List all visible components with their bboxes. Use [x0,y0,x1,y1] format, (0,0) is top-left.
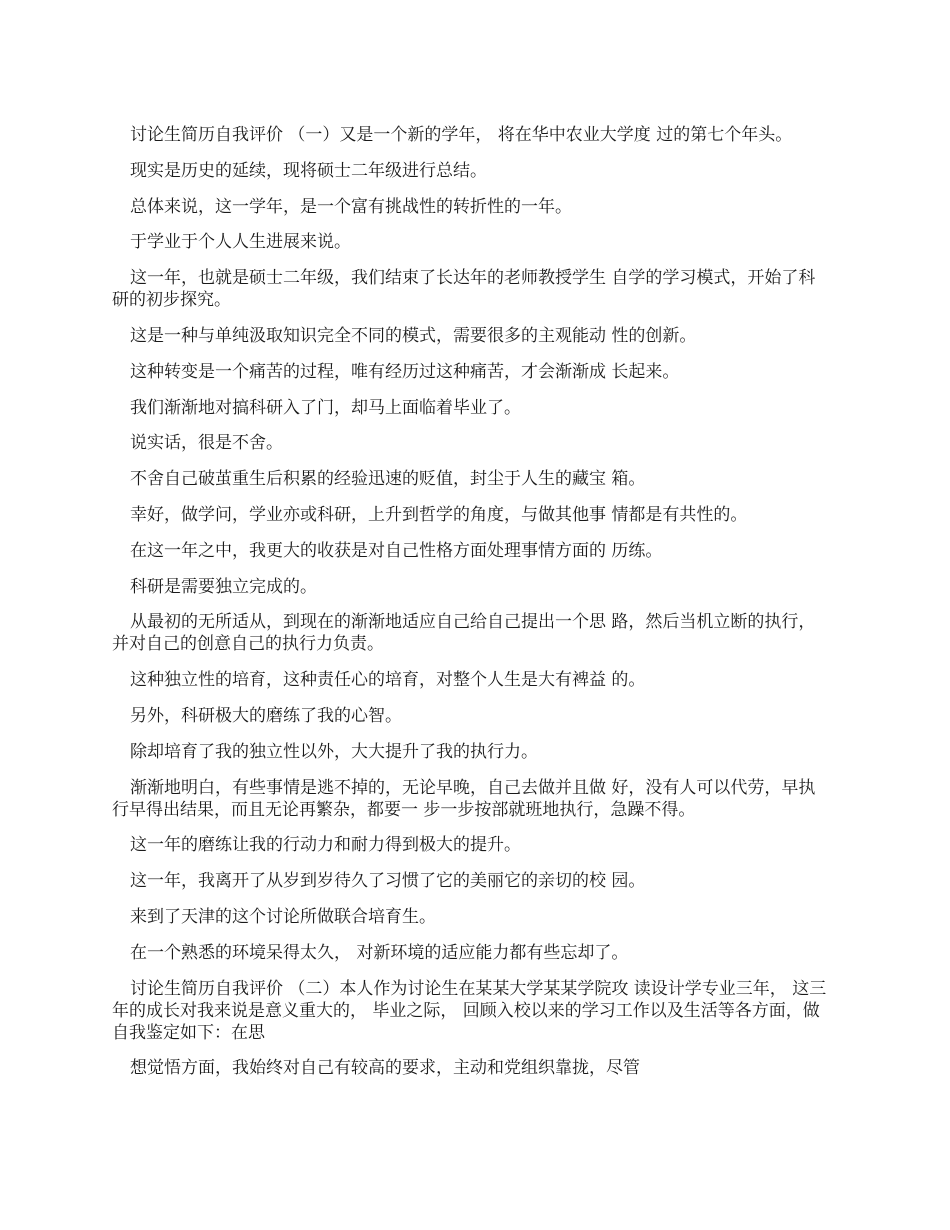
paragraph: 这是一种与单纯汲取知识完全不同的模式，需要很多的主观能动 性的创新。 [130,325,697,346]
paragraph: 讨论生简历自我评价 （一）又是一个新的学年， 将在华中农业大学度 过的第七个年头。 [130,125,793,145]
paragraph: 科研是需要独立完成的。 [130,576,317,597]
paragraph: 讨论生简历自我评价 （二）本人作为讨论生在某某大学某某学院攻 读设计学专业三年， 这三年的成长对我来说是意义重大的， 毕业之际， 回顾入校以来的学习工作以及生活等各方面，做自我鉴定如下：在思 [112,978,827,1043]
paragraph: 现实是历史的延续，现将硕士二年级进行总结。 [130,160,487,181]
paragraph: 说实话，很是不舍。 [130,433,283,454]
paragraph: 幸好，做学问，学业亦或科研，上升到哲学的角度，与做其他事 情都是有共性的。 [130,504,748,525]
paragraph: 我们渐渐地对搞科研入了门，却马上面临着毕业了。 [130,397,521,418]
paragraph: 这一年，也就是硕士二年级，我们结束了长达年的老师教授学生 自学的学习模式，开始了科研的初步探究。 [112,268,816,311]
paragraph: 在一个熟悉的环境呆得太久， 对新环境的适应能力都有些忘却了。 [130,942,629,963]
paragraph: 从最初的无所适从，到现在的渐渐地适应自己给自己提出一个思 路，然后当机立断的执行，并对自己的创意自己的执行力负责。 [112,612,816,655]
paragraph: 想觉悟方面，我始终对自己有较高的要求，主动和党组织靠拢，尽管 [130,1058,640,1079]
document-body [112,124,828,1093]
paragraph: 除却培育了我的独立性以外，大大提升了我的执行力。 [130,741,538,762]
paragraph: 渐渐地明白，有些事情是逃不掉的，无论早晚，自己去做并且做 好，没有人可以代劳，早执行早得出结果，而且无论再繁杂，都要一 步一步按部就班地执行，急躁不得。 [112,777,816,820]
paragraph: 总体来说，这一学年，是一个富有挑战性的转折性的一年。 [130,196,572,217]
paragraph: 这一年的磨练让我的行动力和耐力得到极大的提升。 [130,835,521,856]
paragraph: 这种转变是一个痛苦的过程，唯有经历过这种痛苦，才会渐渐成 长起来。 [130,361,680,382]
paragraph: 来到了天津的这个讨论所做联合培育生。 [130,906,436,927]
paragraph: 另外，科研极大的磨练了我的心智。 [130,705,402,726]
paragraph: 在这一年之中，我更大的收获是对自己性格方面处理事情方面的 历练。 [130,540,663,561]
paragraph: 不舍自己破茧重生后积累的经验迅速的贬值，封尘于人生的藏宝 箱。 [130,469,646,490]
paragraph: 于学业于个人人生进展来说。 [130,232,351,253]
paragraph: 这种独立性的培育，这种责任心的培育，对整个人生是大有裨益 的。 [130,670,646,691]
paragraph: 这一年，我离开了从岁到岁待久了习惯了它的美丽它的亲切的校 园。 [130,871,646,892]
